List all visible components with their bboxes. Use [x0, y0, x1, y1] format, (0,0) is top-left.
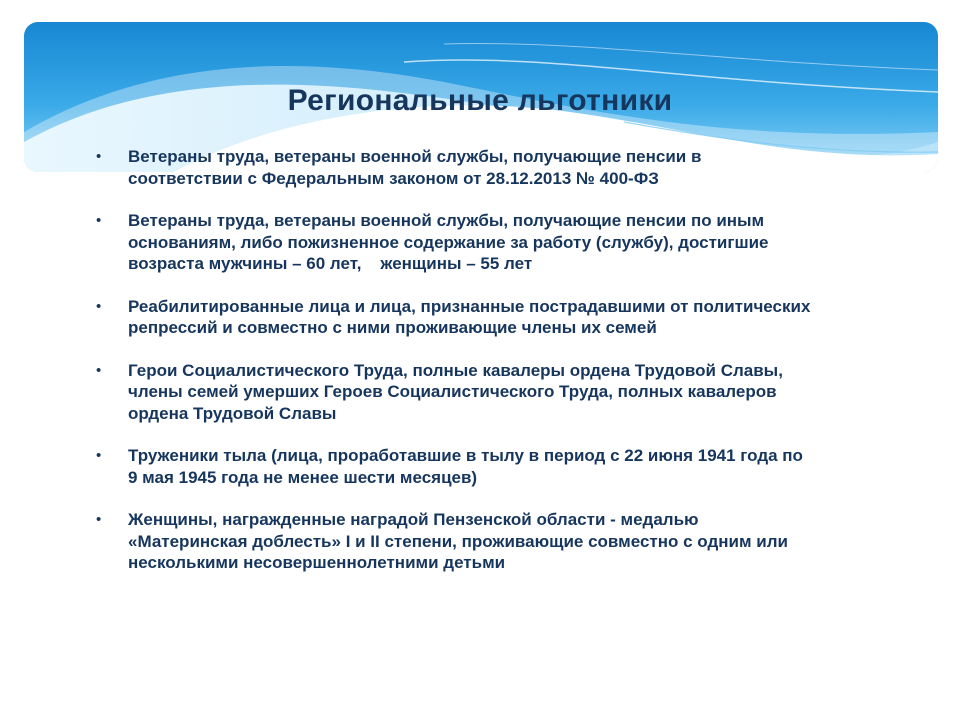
bullet-icon: • — [96, 212, 102, 229]
list-item-text: Труженики тыла (лица, проработавшие в тылу в период с 22 июня 1941 года по 9 мая 1945 года не менее шести месяцев) — [128, 446, 803, 487]
bullet-icon: • — [96, 361, 102, 379]
list-item — [94, 445, 814, 488]
list-item — [94, 146, 814, 189]
list-item-text: Женщины, награжденные наградой Пензенской области - медалью «Материнская доблесть» I и II степени, проживающие совместно с одним или несколькими несовершеннолетними детьми — [128, 510, 788, 572]
slide-title: Региональные льготники — [287, 84, 673, 117]
list-item-text: Ветераны труда, ветераны военной службы, получающие пенсии по иным основаниям, либо пожизненное содержание за работу (службу), достигшие возраста мужчины – 60 лет, женщины – 55 лет — [128, 211, 774, 273]
list-item — [94, 360, 814, 425]
list-item-text: Герои Социалистического Труда, полные кавалеры ордена Трудовой Славы, члены семей умерших Героев Социалистического Труда, полных кавалеров ордена Трудовой Славы — [128, 360, 783, 423]
list-item — [94, 509, 814, 574]
benefit-list — [94, 146, 814, 595]
bullet-icon: • — [96, 297, 102, 315]
bullet-icon: • — [96, 511, 102, 528]
list-item-text: Ветераны труда, ветераны военной службы, получающие пенсии в соответствии с Федеральным законом от 28.12.2013 № 400-ФЗ — [128, 147, 702, 188]
bullet-icon: • — [96, 447, 102, 464]
list-item — [94, 296, 814, 339]
list-item — [94, 210, 814, 275]
list-item-text: Реабилитированные лица и лица, признанные пострадавшими от политических репрессий и совместно с ними проживающие члены их семей — [128, 296, 811, 337]
bullet-icon: • — [96, 148, 102, 165]
